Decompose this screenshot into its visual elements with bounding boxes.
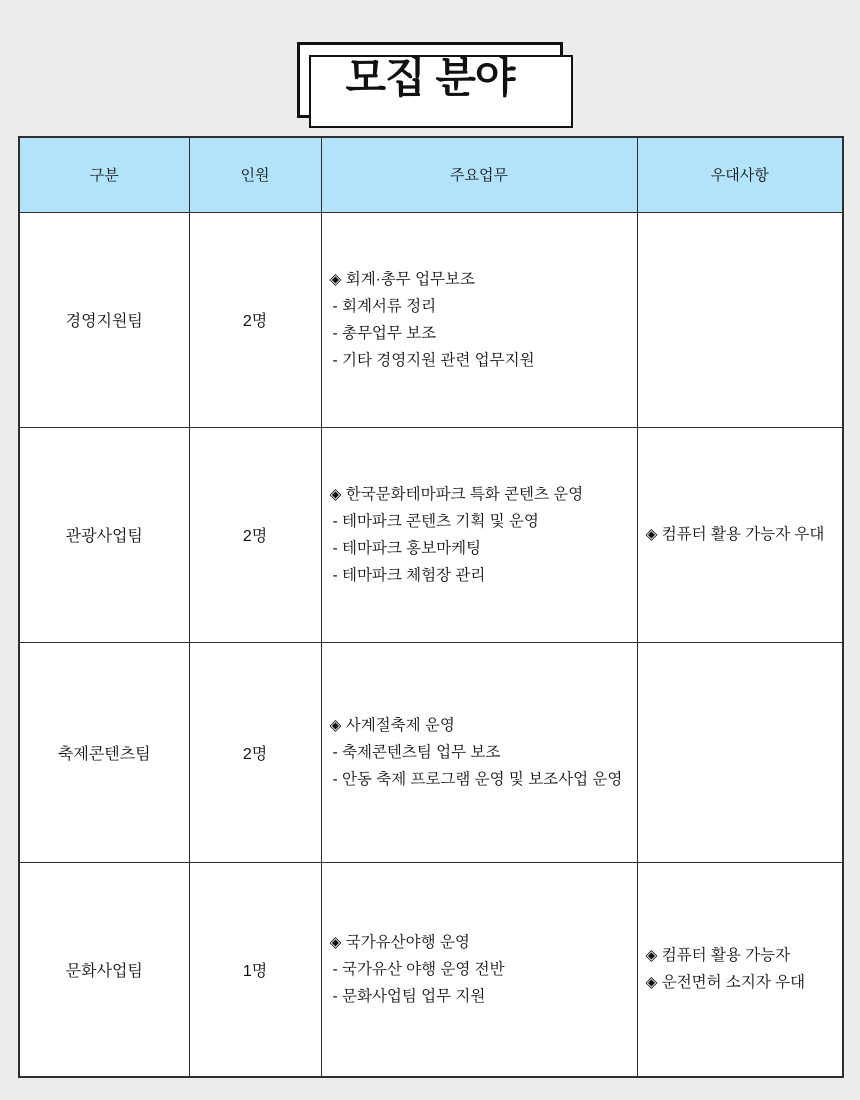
duty-line: - 축제콘텐츠팀 업무 보조 [332, 743, 501, 761]
header-row [19, 137, 843, 212]
duty-line: - 기타 경영지원 관련 업무지원 [332, 351, 535, 369]
preferred-cell [637, 212, 843, 427]
headcount-cell: 2명 [189, 642, 321, 862]
duties-cell [321, 427, 637, 642]
table-header [19, 137, 843, 212]
duty-line: ◈ 회계·총무 업무보조 [329, 270, 475, 288]
table-row [19, 212, 843, 427]
header-duties: 주요업무 [321, 137, 637, 212]
header-preferred: 우대사항 [637, 137, 843, 212]
table-row [19, 862, 843, 1077]
team-name-cell: 축제콘텐츠팀 [19, 642, 189, 862]
table-row [19, 642, 843, 862]
headcount-cell: 2명 [189, 427, 321, 642]
title-box [297, 42, 564, 118]
duty-line: ◈ 사계절축제 운영 [329, 716, 455, 734]
page-title: 모집 분야 [345, 54, 515, 101]
duty-line: - 문화사업팀 업무 지원 [332, 987, 486, 1005]
preferred-cell [637, 427, 843, 642]
duties-cell [321, 212, 637, 427]
headcount-cell: 2명 [189, 212, 321, 427]
table-row [19, 427, 843, 642]
duty-line: - 국가유산 야행 운영 전반 [332, 960, 505, 978]
preferred-line: ◈ 컴퓨터 활용 가능자 우대 [645, 526, 825, 544]
header-count: 인원 [189, 137, 321, 212]
team-name-cell: 관광사업팀 [19, 427, 189, 642]
team-name-cell: 문화사업팀 [19, 862, 189, 1077]
duties-cell [321, 862, 637, 1077]
duty-line: - 안동 축제 프로그램 운영 및 보조사업 운영 [332, 770, 623, 788]
duty-line: - 테마파크 체험장 관리 [332, 566, 486, 584]
preferred-cell [637, 862, 843, 1077]
duty-line: - 총무업무 보조 [332, 324, 437, 342]
recruitment-table [18, 136, 844, 1078]
table-body [19, 212, 843, 1077]
duty-line: - 테마파크 콘텐츠 기획 및 운영 [332, 512, 539, 530]
header-category: 구분 [19, 137, 189, 212]
preferred-line: ◈ 운전면허 소지자 우대 [645, 974, 806, 992]
duty-line: ◈ 한국문화테마파크 특화 콘텐츠 운영 [329, 485, 584, 503]
title-banner [0, 0, 860, 118]
headcount-cell: 1명 [189, 862, 321, 1077]
duty-line: - 테마파크 홍보마케팅 [332, 539, 482, 557]
duty-line: - 회계서류 정리 [332, 297, 437, 315]
team-name-cell: 경영지원팀 [19, 212, 189, 427]
preferred-cell [637, 642, 843, 862]
duty-line: ◈ 국가유산야행 운영 [329, 933, 470, 951]
duties-cell [321, 642, 637, 862]
preferred-line: ◈ 컴퓨터 활용 가능자 [645, 947, 791, 965]
